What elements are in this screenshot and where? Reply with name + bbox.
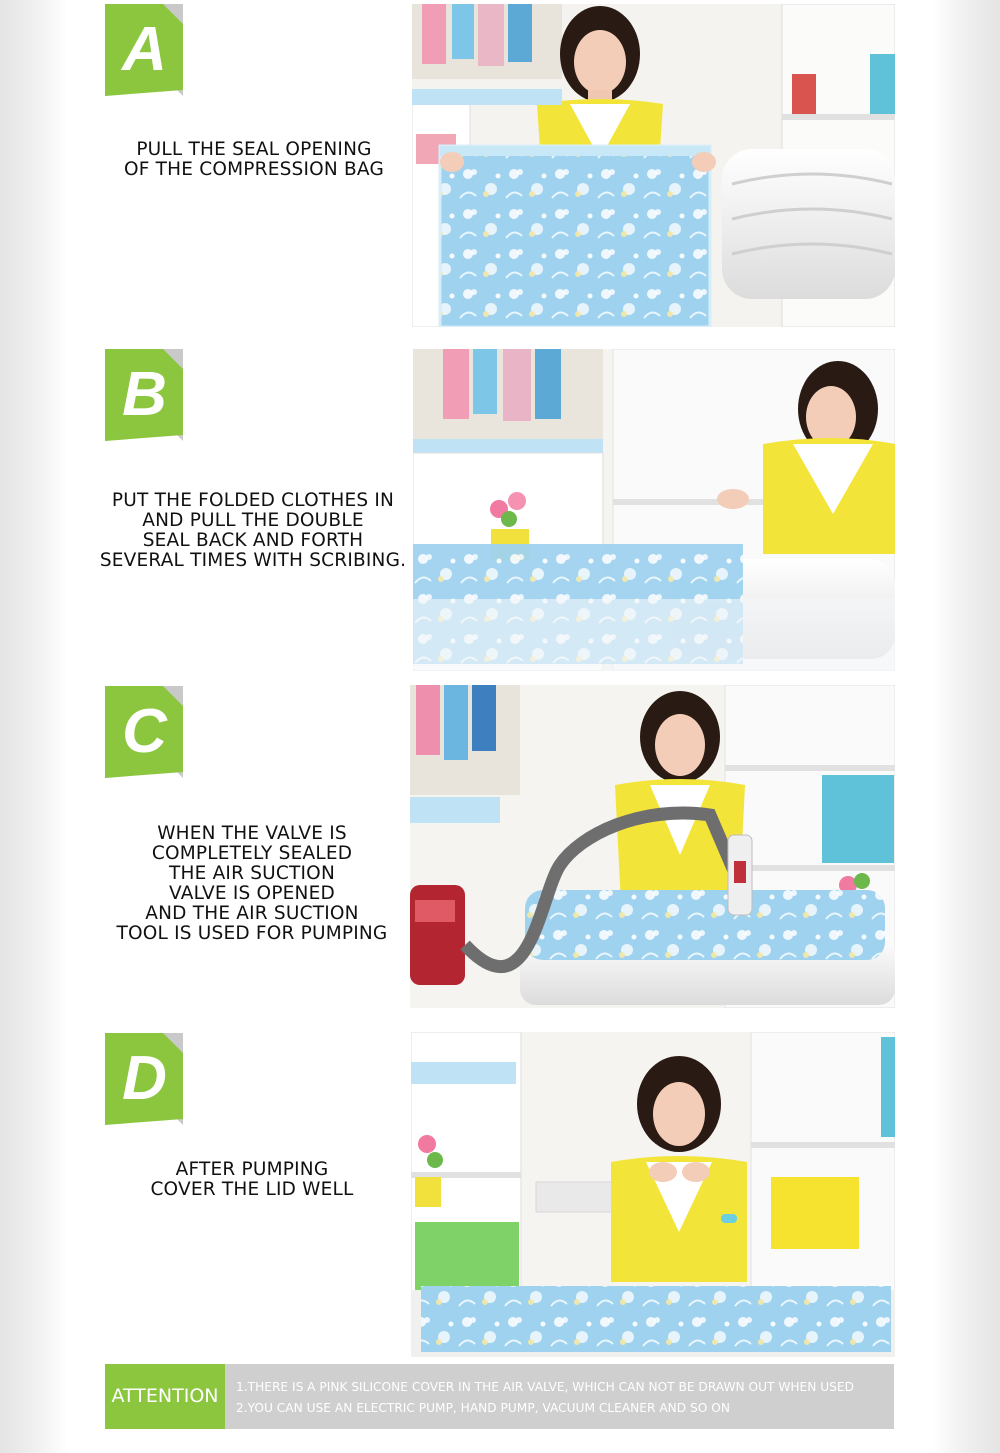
step-letter: A [122, 15, 166, 84]
step-c-caption [102, 824, 402, 944]
step-d-photo [411, 1032, 895, 1357]
attention-label: ATTENTION [105, 1364, 225, 1429]
step-b-caption [98, 491, 408, 571]
caption-line: OF THE COMPRESSION BAG [124, 159, 384, 180]
caption-line: WHEN THE VALVE IS [157, 823, 347, 844]
step-b-badge [105, 349, 183, 441]
step-d-badge [105, 1033, 183, 1125]
caption-line: COMPLETELY SEALED [151, 843, 353, 864]
step-letter: B [122, 360, 166, 429]
caption-line: VALVE IS OPENED [169, 883, 335, 904]
caption-line: AFTER PUMPING [175, 1159, 329, 1180]
step-c-photo [410, 685, 895, 1008]
caption-line: COVER THE LID WELL [150, 1179, 354, 1200]
caption-line: TOOL IS USED FOR PUMPING [116, 923, 388, 944]
caption-line: PULL THE SEAL OPENING [136, 139, 372, 160]
caption-line: AND THE AIR SUCTION [145, 903, 359, 924]
step-d-caption [102, 1160, 402, 1200]
caption-line: AND PULL THE DOUBLE [142, 510, 364, 531]
step-letter: C [122, 697, 166, 766]
step-a-badge [105, 4, 183, 96]
attention-note: 1.THERE IS A PINK SILICONE COVER IN THE AIR VALVE, WHICH CAN NOT BE DRAWN OUT WHEN USED [236, 1380, 854, 1394]
step-a-photo [412, 4, 895, 327]
step-a-caption [104, 140, 404, 180]
step-b-photo [413, 349, 895, 671]
caption-line: SEAL BACK AND FORTH [142, 530, 364, 551]
caption-line: THE AIR SUCTION [169, 863, 335, 884]
caption-line: PUT THE FOLDED CLOTHES IN [111, 490, 395, 511]
attention-bar [105, 1364, 894, 1429]
attention-note: 2.YOU CAN USE AN ELECTRIC PUMP, HAND PUMP, VACUUM CLEANER AND SO ON [236, 1401, 730, 1415]
step-letter: D [122, 1044, 166, 1113]
caption-line: SEVERAL TIMES WITH SCRIBING. [99, 550, 407, 571]
step-c-badge [105, 686, 183, 778]
attention-notes [236, 1377, 854, 1419]
